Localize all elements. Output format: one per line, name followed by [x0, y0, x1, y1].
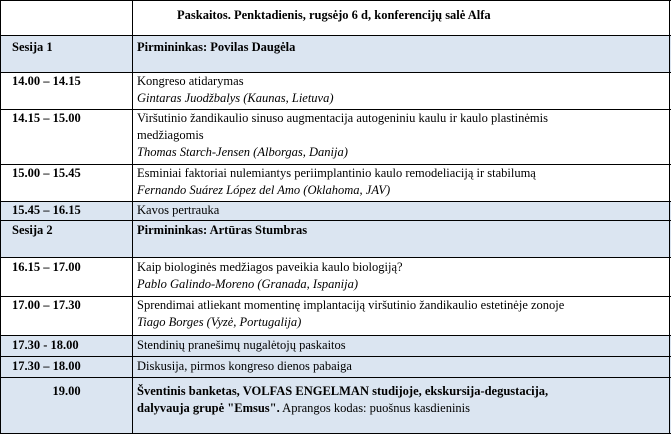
table-border: [669, 0, 670, 434]
talk-cell: [137, 110, 548, 161]
speaker: Thomas Starch-Jensen (Alborgas, Danija): [137, 145, 348, 159]
time-cell: 17.30 - 18.00: [12, 338, 79, 352]
row-divider: [0, 72, 671, 73]
banquet-band: dalyvauja grupė "Emsus".: [137, 401, 280, 415]
table-row: [0, 297, 671, 335]
table-header-row: [0, 0, 671, 35]
time-cell: 14.15 – 15.00: [12, 111, 81, 125]
row-divider: [0, 335, 671, 336]
speaker: Fernando Suárez López del Amo (Oklahoma, JAV): [137, 183, 391, 197]
talk-title: Viršutinio žandikaulio sinuso augmentacija autogeniniu kaulu ir kaulo plastinėmis: [137, 111, 548, 125]
session-label: Sesija 1: [12, 40, 53, 54]
session-chair: Pirmininkas: Povilas Daugėla: [137, 40, 296, 54]
table-row: [0, 258, 671, 296]
event-cell: [137, 383, 548, 417]
table-row: [0, 378, 671, 434]
talk-title: Kongreso atidarymas: [137, 74, 244, 88]
break-row: [0, 202, 671, 220]
row-divider: [0, 377, 671, 378]
table-row: [0, 110, 671, 164]
banquet-title: Šventinis banketas, VOLFAS ENGELMAN studijoje, ekskursija-degustacija,: [137, 384, 549, 398]
talk-title: Kaip biologinės medžiagos paveikia kaulo biologiją?: [137, 260, 403, 274]
event-label: Diskusija, pirmos kongreso dienos pabaiga: [137, 359, 352, 373]
table-title: Paskaitos. Penktadienis, rugsėjo 6 d, konferencijų salė Alfa: [177, 8, 491, 22]
column-divider: [132, 0, 133, 434]
row-divider: [0, 220, 671, 221]
time-cell: 15.45 – 16.15: [12, 203, 81, 217]
talk-cell: [137, 73, 334, 107]
table-row: [0, 165, 671, 201]
talk-title-cont: medžiagomis: [137, 128, 204, 142]
time-cell: 15.00 – 15.45: [12, 166, 81, 180]
time-cell: 16.15 – 17.00: [12, 260, 81, 274]
table-border: [0, 0, 671, 1]
table-row: [0, 73, 671, 109]
row-divider: [0, 356, 671, 357]
table-row: [0, 357, 671, 377]
break-label: Kavos pertrauka: [137, 203, 220, 217]
banquet-details: [137, 400, 548, 417]
talk-cell: [137, 165, 536, 199]
talk-cell: [137, 297, 564, 331]
session-chair: Pirmininkas: Artūras Stumbras: [137, 223, 308, 237]
table-border: [0, 0, 1, 434]
time-cell: 14.00 – 14.15: [12, 74, 81, 88]
session-row: [0, 36, 671, 72]
session-row: [0, 221, 671, 257]
banquet-dress-code: Aprangos kodas: puošnus kasdieninis: [279, 401, 471, 415]
time-cell: 19.00: [52, 384, 81, 398]
row-divider: [0, 257, 671, 258]
table-row: [0, 336, 671, 356]
row-divider: [0, 164, 671, 165]
row-divider: [0, 109, 671, 110]
speaker: Gintaras Juodžbalys (Kaunas, Lietuva): [137, 91, 334, 105]
talk-title: Sprendimai atliekant momentinę implantaciją viršutinio žandikaulio estetinėje zonoje: [137, 298, 565, 312]
time-cell: 17.30 – 18.00: [12, 359, 81, 373]
event-label: Stendinių pranešimų nugalėtojų paskaitos: [137, 338, 346, 352]
speaker: Tiago Borges (Vyzė, Portugalija): [137, 315, 302, 329]
session-label: Sesija 2: [12, 223, 53, 237]
time-cell: 17.00 – 17.30: [12, 298, 81, 312]
row-divider: [0, 296, 671, 297]
talk-cell: [137, 259, 403, 293]
row-divider: [0, 201, 671, 202]
row-divider: [0, 35, 671, 36]
speaker: Pablo Galindo-Moreno (Granada, Ispanija): [137, 277, 359, 291]
talk-title: Esminiai faktoriai nulemiantys periimplantinio kaulo remodeliaciją ir stabilumą: [137, 166, 536, 180]
table-border: [0, 433, 671, 434]
